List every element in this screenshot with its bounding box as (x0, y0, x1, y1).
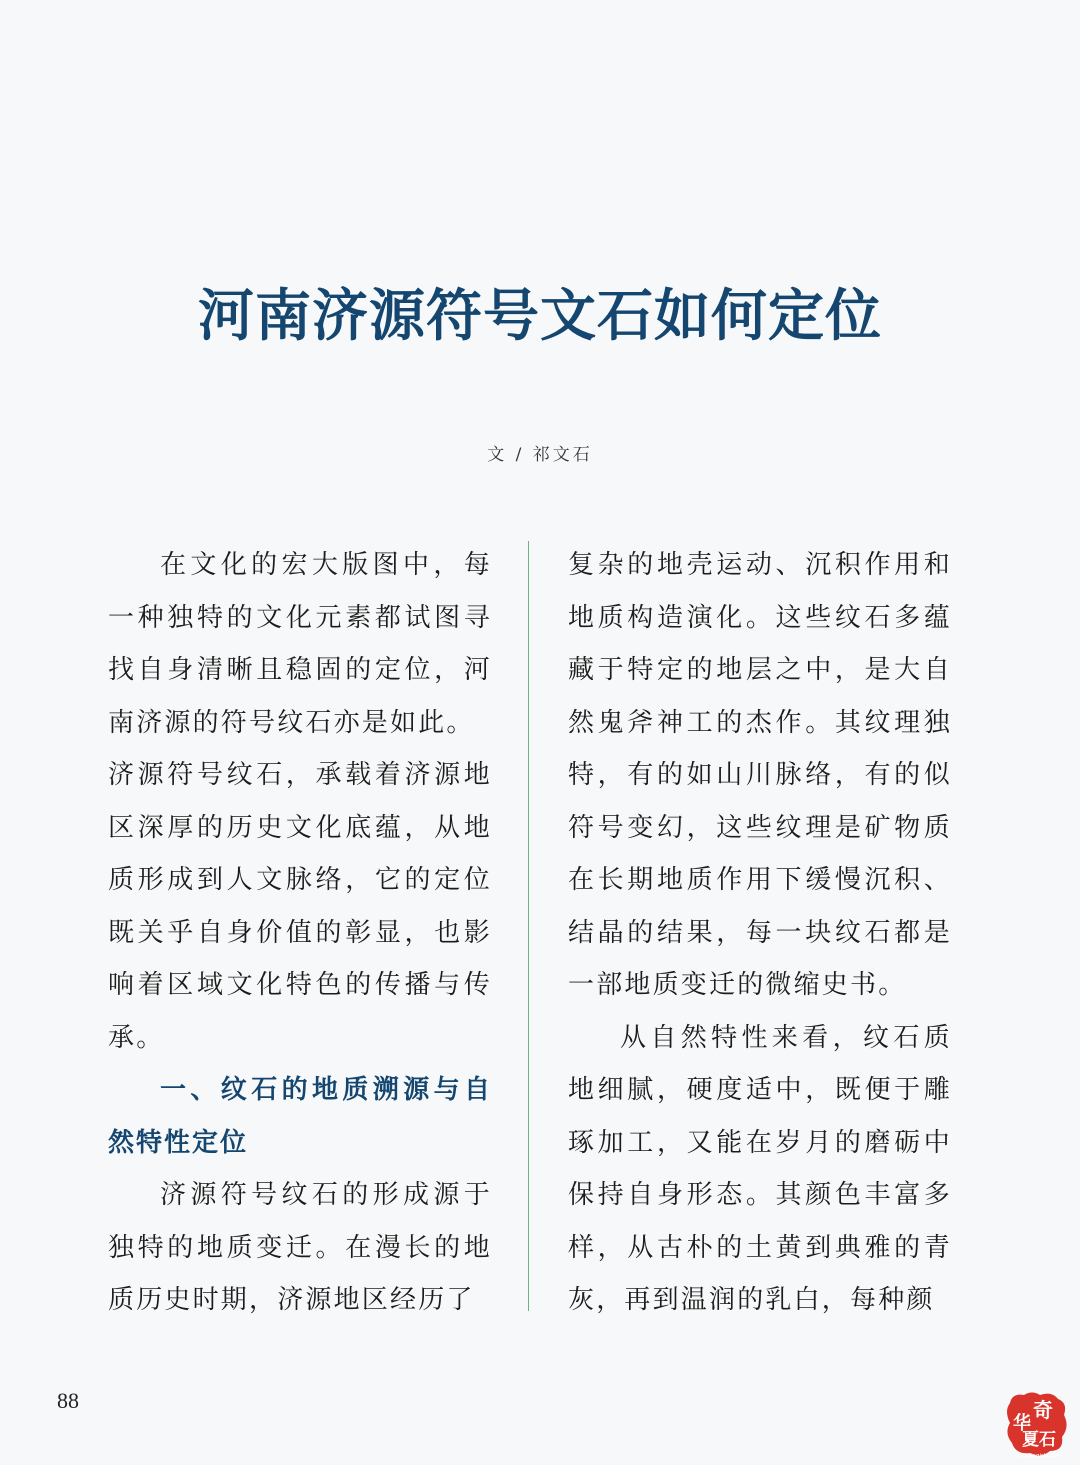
article-title: 河南济源符号文石如何定位 (198, 283, 882, 349)
column-divider (528, 541, 529, 1311)
author-byline: 文 / 祁文石 (487, 445, 593, 465)
right-column (568, 539, 952, 1327)
paragraph: 在文化的宏大版图中，每一种独特的文化元素都试图寻找自身清晰且稳固的定位，河南济源的符号纹石亦是如此。 (108, 550, 492, 738)
svg-text:奇: 奇 (1033, 1398, 1053, 1422)
paragraph: 济源符号纹石的形成源于独特的地质变迁。在漫长的地质历史时期，济源地区经历了 (108, 1180, 492, 1315)
left-column (108, 539, 492, 1327)
svg-text:华: 华 (1013, 1413, 1031, 1434)
paragraph: 从自然特性来看，纹石质地细腻，硬度适中，既便于雕琢加工，又能在岁月的磨砺中保持自身形态。其颜色丰富多样，从古朴的土黄到典雅的青灰，再到温润的乳白，每种颜 (568, 1022, 952, 1315)
site-seal-logo (1002, 1389, 1074, 1461)
svg-text:夏石: 夏石 (1022, 1430, 1056, 1450)
paragraph: 复杂的地壳运动、沉积作用和地质构造演化。这些纹石多蕴藏于特定的地层之中，是大自然鬼斧神工的杰作。其纹理独特，有的如山川脉络，有的似符号变幻，这些纹理是矿物质在长期地质作用下缓慢沉积、结晶的结果，每一块纹石都是一部地质变迁的微缩史书。 (568, 550, 952, 1000)
page-number: 88 (57, 1388, 79, 1413)
section-heading: 一、纹石的地质溯源与自然特性定位 (108, 1075, 492, 1158)
paragraph: 济源符号纹石，承载着济源地区深厚的历史文化底蕴，从地质形成到人文脉络，它的定位既关乎自身价值的彰显，也影响着区域文化特色的传播与传承。 (108, 760, 492, 1053)
svg-text:huaxiaqishi.com: huaxiaqishi.com (1017, 1453, 1063, 1459)
